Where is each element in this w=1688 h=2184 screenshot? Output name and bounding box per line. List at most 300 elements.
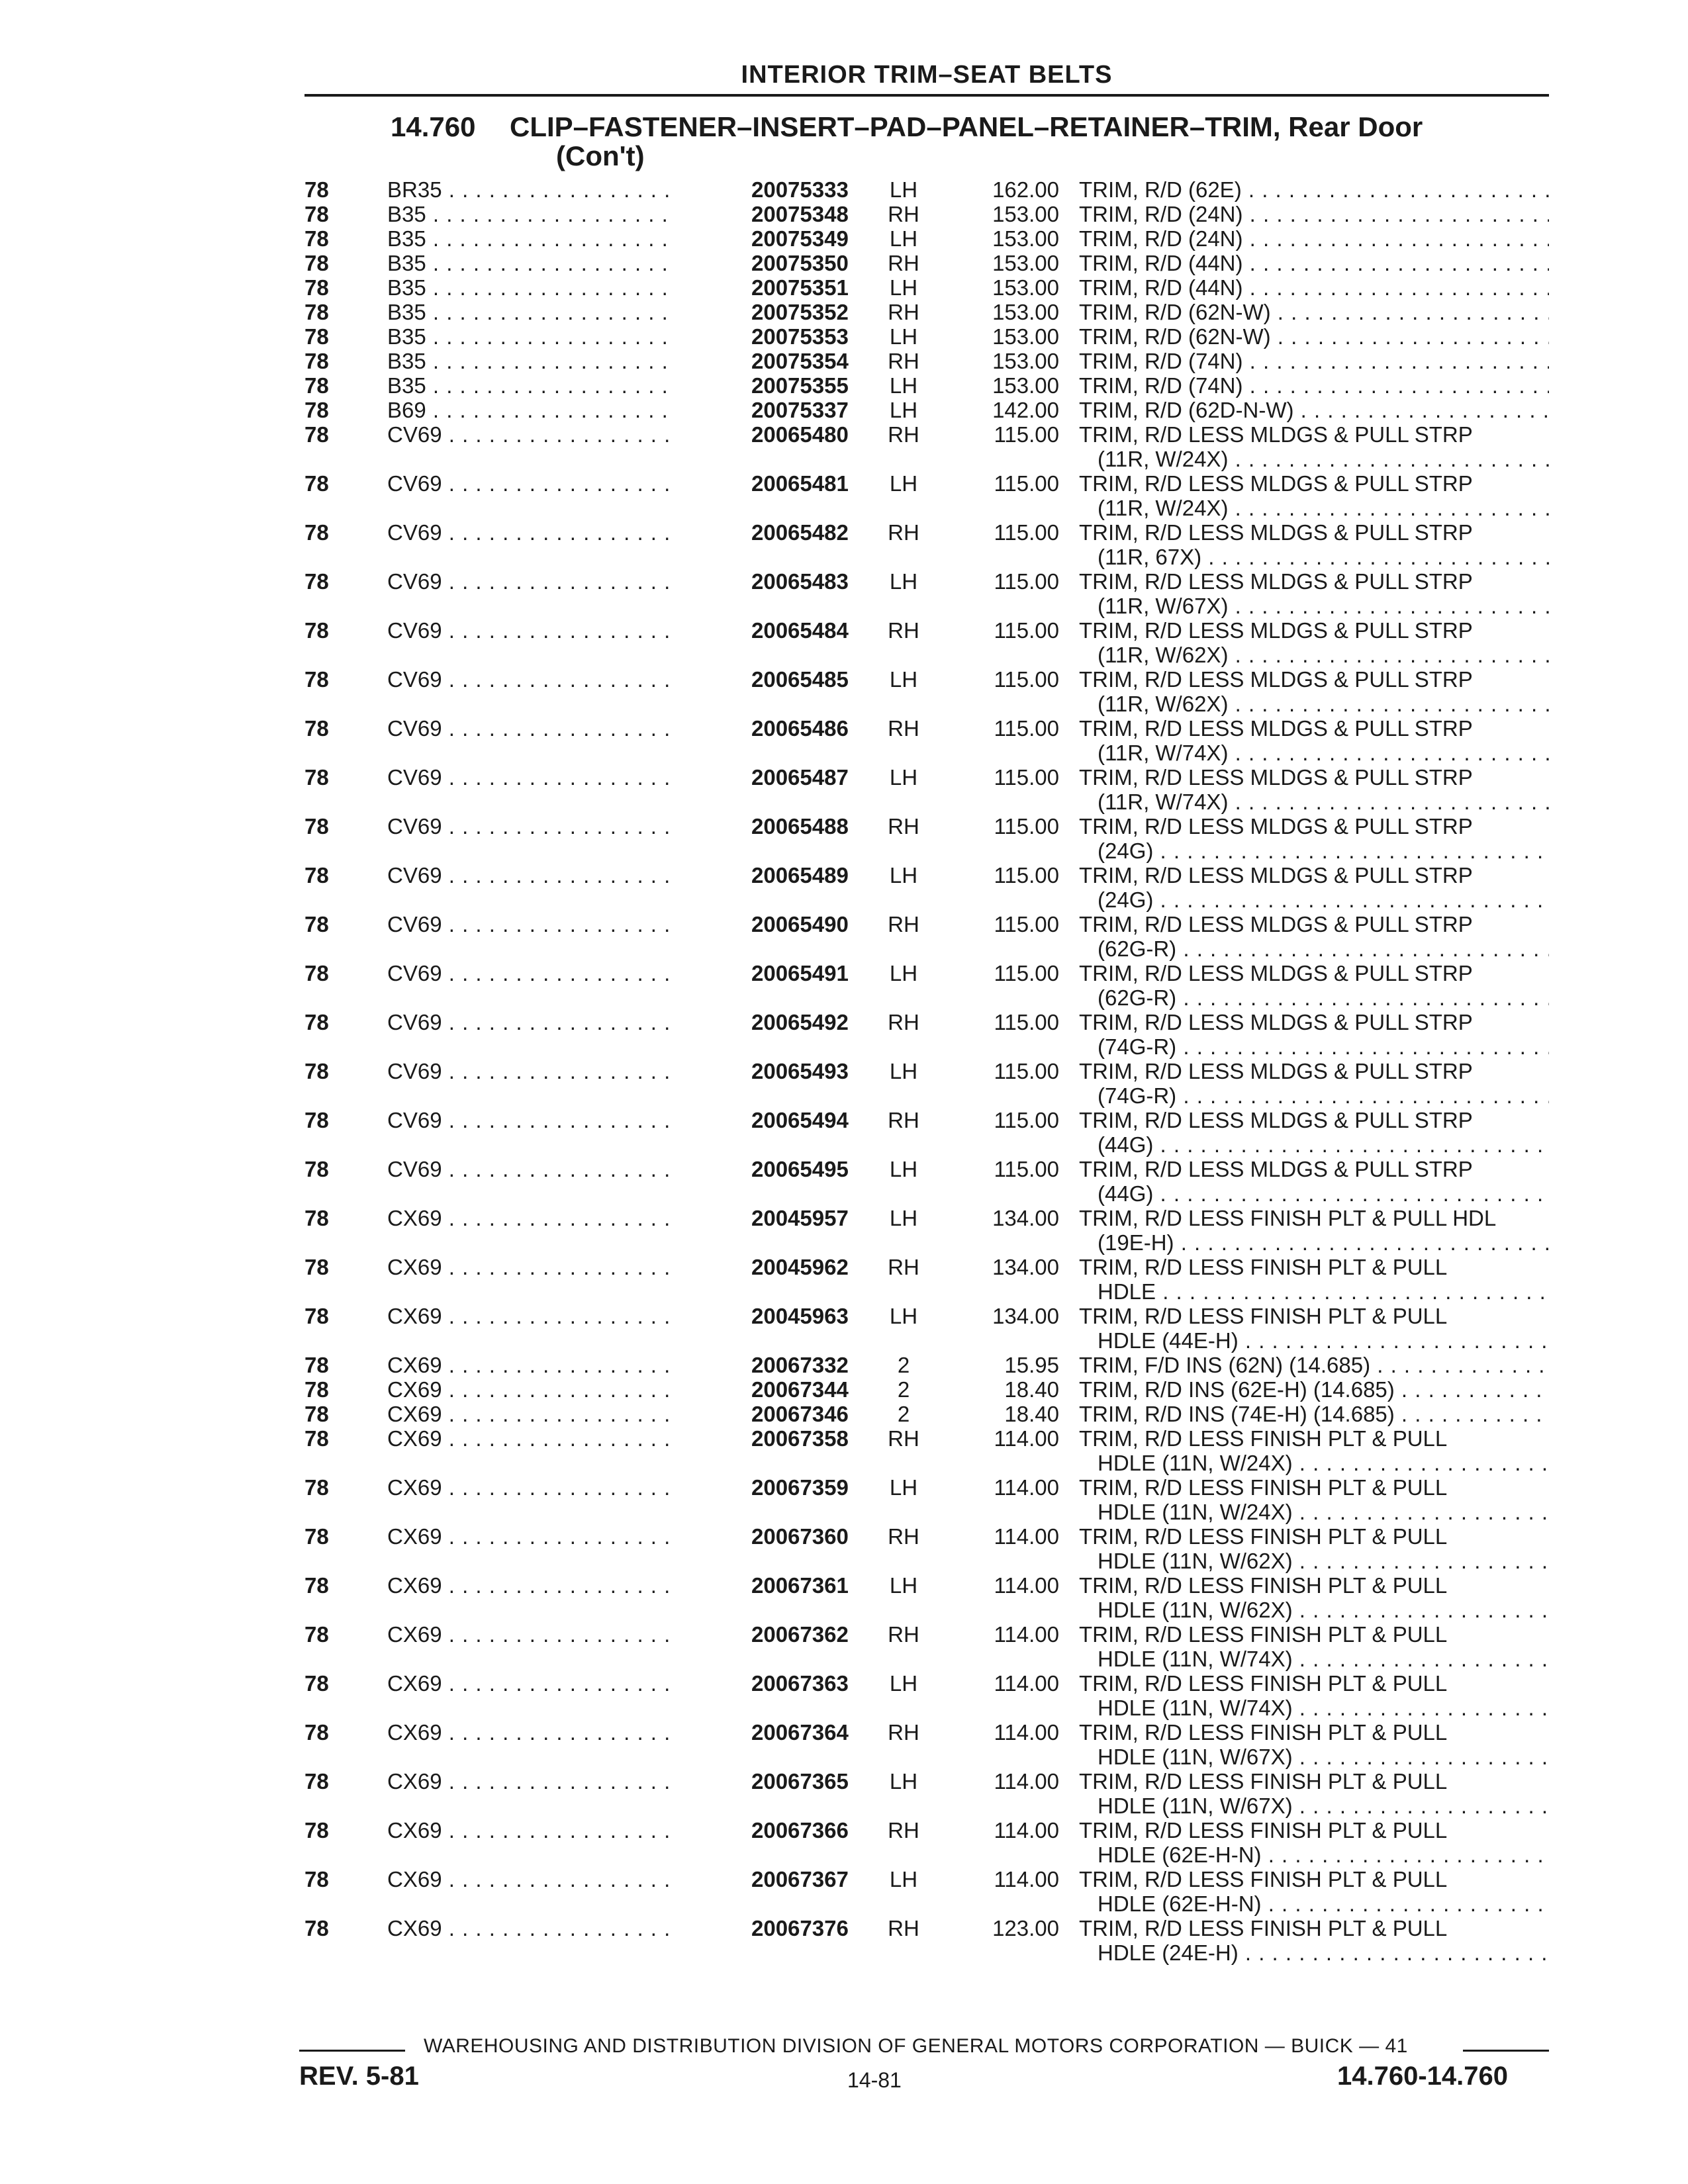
part-number: 20075352 <box>751 300 877 324</box>
description <box>1079 471 1549 520</box>
part-number: 20065495 <box>751 1157 877 1181</box>
price: 114.00 <box>994 1818 1059 1843</box>
description <box>1079 1573 1549 1622</box>
line-number: 78 <box>305 349 329 373</box>
side-quantity: RH <box>888 349 919 373</box>
description-line: (11R, W/62X) . . . <box>1079 692 1549 716</box>
part-number: 20075349 <box>751 226 877 251</box>
price: 142.00 <box>992 398 1059 422</box>
model-code: CV69 . . . <box>387 961 672 985</box>
model-code: CV69 . . . <box>387 667 672 692</box>
side-quantity: 2 <box>897 1402 910 1426</box>
description-line: TRIM, R/D LESS FINISH PLT & PULL <box>1079 1671 1448 1696</box>
table-row <box>305 1769 1549 1818</box>
price: 18.40 <box>1004 1402 1059 1426</box>
model-code: B35 . . . <box>387 226 672 251</box>
line-number: 78 <box>305 1622 329 1647</box>
part-number: 20075337 <box>751 398 877 422</box>
line-number: 78 <box>305 1255 329 1279</box>
price: 153.00 <box>992 373 1059 398</box>
line-number: 78 <box>305 1671 329 1696</box>
description <box>1079 520 1549 569</box>
side-quantity: LH <box>889 1206 918 1230</box>
line-number: 78 <box>305 1426 329 1451</box>
price: 153.00 <box>992 324 1059 349</box>
side-quantity: RH <box>888 300 919 324</box>
section-number: 14.760 <box>391 111 476 142</box>
description <box>1079 667 1549 716</box>
model-code: CX69 . . . <box>387 1818 672 1843</box>
price: 114.00 <box>994 1524 1059 1549</box>
model-code: CV69 . . . <box>387 422 672 447</box>
model-code: B35 . . . <box>387 300 672 324</box>
model-code: BR35 . . . <box>387 177 672 202</box>
part-number: 20067363 <box>751 1671 877 1696</box>
table-row <box>305 300 1549 324</box>
line-number: 78 <box>305 1720 329 1745</box>
description-line: TRIM, R/D LESS FINISH PLT & PULL <box>1079 1426 1448 1451</box>
description-line: TRIM, R/D (44N) . . . <box>1079 275 1549 300</box>
description <box>1079 349 1549 373</box>
description-line: TRIM, R/D LESS FINISH PLT & PULL <box>1079 1769 1448 1794</box>
table-row <box>305 1402 1549 1426</box>
model-code: CV69 . . . <box>387 1010 672 1034</box>
description <box>1079 1622 1549 1671</box>
description <box>1079 1157 1549 1206</box>
model-code: CX69 . . . <box>387 1622 672 1647</box>
part-number: 20065493 <box>751 1059 877 1083</box>
description-line: TRIM, R/D (74N) . . . <box>1079 373 1549 398</box>
description-line: TRIM, R/D LESS MLDGS & PULL STRP <box>1079 716 1473 741</box>
description <box>1079 1867 1549 1916</box>
line-number: 78 <box>305 569 329 594</box>
part-number: 20067344 <box>751 1377 877 1402</box>
price: 114.00 <box>994 1475 1059 1500</box>
line-number: 78 <box>305 1818 329 1843</box>
part-number: 20065491 <box>751 961 877 985</box>
description <box>1079 569 1549 618</box>
part-number: 20067332 <box>751 1353 877 1377</box>
model-code: B35 . . . <box>387 251 672 275</box>
description-line: TRIM, R/D LESS MLDGS & PULL STRP <box>1079 520 1473 545</box>
description-line: HDLE (11N, W/24X) . . . <box>1079 1500 1549 1524</box>
description <box>1079 251 1549 275</box>
side-quantity: RH <box>888 202 919 226</box>
description-line: TRIM, R/D LESS MLDGS & PULL STRP <box>1079 1059 1473 1083</box>
side-quantity: RH <box>888 422 919 447</box>
table-row <box>305 349 1549 373</box>
description <box>1079 1353 1549 1377</box>
table-row <box>305 1010 1549 1059</box>
price: 114.00 <box>994 1867 1059 1891</box>
description-line: (74G-R) . . . <box>1079 1034 1549 1059</box>
table-row <box>305 324 1549 349</box>
side-quantity: LH <box>889 667 918 692</box>
price: 114.00 <box>994 1671 1059 1696</box>
description-line: TRIM, R/D LESS FINISH PLT & PULL <box>1079 1818 1448 1843</box>
price: 115.00 <box>994 1108 1059 1132</box>
part-number: 20067360 <box>751 1524 877 1549</box>
description-line: TRIM, R/D (62N-W) . . . <box>1079 324 1549 349</box>
model-code: CV69 . . . <box>387 912 672 936</box>
description-line: TRIM, R/D (24N) . . . <box>1079 202 1549 226</box>
description <box>1079 1475 1549 1524</box>
model-code: CX69 . . . <box>387 1206 672 1230</box>
description-line: HDLE (11N, W/74X) . . . <box>1079 1696 1549 1720</box>
description-line: TRIM, R/D LESS MLDGS & PULL STRP <box>1079 618 1473 643</box>
model-code: CX69 . . . <box>387 1769 672 1794</box>
line-number: 78 <box>305 1573 329 1598</box>
description-line: HDLE . . . <box>1079 1279 1549 1304</box>
side-quantity: RH <box>888 1916 919 1940</box>
description-line: TRIM, R/D (24N) . . . <box>1079 226 1549 251</box>
description-line: TRIM, R/D LESS FINISH PLT & PULL <box>1079 1475 1448 1500</box>
table-row <box>305 1206 1549 1255</box>
price: 115.00 <box>994 422 1059 447</box>
model-code: CX69 . . . <box>387 1402 672 1426</box>
side-quantity: LH <box>889 863 918 887</box>
line-number: 78 <box>305 765 329 790</box>
part-number: 20067361 <box>751 1573 877 1598</box>
line-number: 78 <box>305 1769 329 1794</box>
table-row <box>305 667 1549 716</box>
model-code: B35 . . . <box>387 373 672 398</box>
description-line: TRIM, R/D LESS MLDGS & PULL STRP <box>1079 667 1473 692</box>
price: 134.00 <box>992 1304 1059 1328</box>
price: 134.00 <box>992 1255 1059 1279</box>
description <box>1079 1818 1549 1867</box>
price: 115.00 <box>994 1010 1059 1034</box>
description-line: TRIM, R/D LESS FINISH PLT & PULL <box>1079 1916 1448 1940</box>
part-number: 20075333 <box>751 177 877 202</box>
table-row <box>305 1720 1549 1769</box>
table-row <box>305 618 1549 667</box>
side-quantity: RH <box>888 912 919 936</box>
description-line: HDLE (44E-H) . . . <box>1079 1328 1549 1353</box>
part-number: 20067365 <box>751 1769 877 1794</box>
model-code: CV69 . . . <box>387 1059 672 1083</box>
price: 115.00 <box>994 520 1059 545</box>
part-number: 20067359 <box>751 1475 877 1500</box>
price: 114.00 <box>994 1720 1059 1745</box>
price: 115.00 <box>994 1059 1059 1083</box>
side-quantity: RH <box>888 1818 919 1843</box>
part-number: 20065485 <box>751 667 877 692</box>
description-line: (11R, W/67X) . . . <box>1079 594 1549 618</box>
side-quantity: RH <box>888 814 919 839</box>
price: 15.95 <box>1004 1353 1059 1377</box>
description <box>1079 275 1549 300</box>
description-line: HDLE (11N, W/67X) . . . <box>1079 1794 1549 1818</box>
line-number: 78 <box>305 1377 329 1402</box>
part-number: 20067366 <box>751 1818 877 1843</box>
description-line: (62G-R) . . . <box>1079 936 1549 961</box>
line-number: 78 <box>305 202 329 226</box>
part-number: 20065480 <box>751 422 877 447</box>
description <box>1079 1010 1549 1059</box>
description-line: TRIM, R/D LESS MLDGS & PULL STRP <box>1079 1157 1473 1181</box>
description-line: TRIM, R/D LESS FINISH PLT & PULL <box>1079 1720 1448 1745</box>
side-quantity: RH <box>888 716 919 741</box>
model-code: CX69 . . . <box>387 1377 672 1402</box>
price: 114.00 <box>994 1769 1059 1794</box>
description-line: (74G-R) . . . <box>1079 1083 1549 1108</box>
description-line: TRIM, R/D LESS MLDGS & PULL STRP <box>1079 765 1473 790</box>
table-row <box>305 1059 1549 1108</box>
side-quantity: LH <box>889 226 918 251</box>
part-number: 20065492 <box>751 1010 877 1034</box>
model-code: CV69 . . . <box>387 814 672 839</box>
description-line: HDLE (11N, W/62X) . . . <box>1079 1549 1549 1573</box>
description <box>1079 765 1549 814</box>
line-number: 78 <box>305 324 329 349</box>
line-number: 78 <box>305 251 329 275</box>
price: 115.00 <box>994 765 1059 790</box>
part-number: 20065484 <box>751 618 877 643</box>
table-row <box>305 912 1549 961</box>
side-quantity: RH <box>888 1108 919 1132</box>
description-line: TRIM, R/D INS (62E-H) (14.685) . . . <box>1079 1377 1549 1402</box>
table-row <box>305 1255 1549 1304</box>
description-line: (11R, W/74X) . . . <box>1079 790 1549 814</box>
part-number: 20067346 <box>751 1402 877 1426</box>
price: 115.00 <box>994 667 1059 692</box>
table-row <box>305 398 1549 422</box>
model-code: CX69 . . . <box>387 1720 672 1745</box>
line-number: 78 <box>305 422 329 447</box>
part-number: 20075355 <box>751 373 877 398</box>
section-heading <box>391 113 1549 171</box>
line-number: 78 <box>305 1059 329 1083</box>
description-line: HDLE (11N, W/67X) . . . <box>1079 1745 1549 1769</box>
description-line: TRIM, R/D LESS MLDGS & PULL STRP <box>1079 1108 1473 1132</box>
price: 115.00 <box>994 471 1059 496</box>
line-number: 78 <box>305 961 329 985</box>
side-quantity: RH <box>888 1010 919 1034</box>
description-line: TRIM, R/D LESS FINISH PLT & PULL <box>1079 1524 1448 1549</box>
line-number: 78 <box>305 1304 329 1328</box>
line-number: 78 <box>305 471 329 496</box>
price: 114.00 <box>994 1426 1059 1451</box>
table-row <box>305 1426 1549 1475</box>
table-row <box>305 1475 1549 1524</box>
table-row <box>305 1524 1549 1573</box>
description-line: TRIM, R/D LESS MLDGS & PULL STRP <box>1079 569 1473 594</box>
table-row <box>305 471 1549 520</box>
table-row <box>305 177 1549 202</box>
table-row <box>305 251 1549 275</box>
description-line: TRIM, R/D LESS MLDGS & PULL STRP <box>1079 912 1473 936</box>
model-code: B35 . . . <box>387 349 672 373</box>
part-number: 20065481 <box>751 471 877 496</box>
model-code: CX69 . . . <box>387 1475 672 1500</box>
description <box>1079 422 1549 471</box>
description-line: TRIM, R/D LESS FINISH PLT & PULL <box>1079 1304 1448 1328</box>
line-number: 78 <box>305 1010 329 1034</box>
line-number: 78 <box>305 1475 329 1500</box>
side-quantity: LH <box>889 275 918 300</box>
line-number: 78 <box>305 1916 329 1940</box>
description <box>1079 226 1549 251</box>
price: 115.00 <box>994 1157 1059 1181</box>
parts-table <box>305 177 1549 1965</box>
description-line: TRIM, R/D LESS MLDGS & PULL STRP <box>1079 1010 1473 1034</box>
description-line: (44G) . . . <box>1079 1181 1549 1206</box>
price: 115.00 <box>994 618 1059 643</box>
section-continued: (Con't) <box>556 140 645 171</box>
description-line: TRIM, R/D LESS FINISH PLT & PULL <box>1079 1867 1448 1891</box>
description <box>1079 1255 1549 1304</box>
description-line: (24G) . . . <box>1079 839 1549 863</box>
description <box>1079 398 1549 422</box>
price: 123.00 <box>992 1916 1059 1940</box>
side-quantity: LH <box>889 1671 918 1696</box>
description-line: TRIM, F/D INS (62N) (14.685) . . . <box>1079 1353 1549 1377</box>
side-quantity: LH <box>889 1867 918 1891</box>
side-quantity: LH <box>889 177 918 202</box>
description <box>1079 1402 1549 1426</box>
side-quantity: RH <box>888 1426 919 1451</box>
table-row <box>305 569 1549 618</box>
part-number: 20045963 <box>751 1304 877 1328</box>
line-number: 78 <box>305 1157 329 1181</box>
table-row <box>305 1622 1549 1671</box>
part-number: 20045962 <box>751 1255 877 1279</box>
model-code: B35 . . . <box>387 202 672 226</box>
description-line: TRIM, R/D (62D-N-W) . . . <box>1079 398 1549 422</box>
header-rule <box>305 94 1549 97</box>
side-quantity: RH <box>888 520 919 545</box>
table-row <box>305 202 1549 226</box>
model-code: B35 . . . <box>387 275 672 300</box>
table-row <box>305 422 1549 471</box>
side-quantity: LH <box>889 961 918 985</box>
table-row <box>305 863 1549 912</box>
side-quantity: LH <box>889 765 918 790</box>
price: 115.00 <box>994 863 1059 887</box>
side-quantity: RH <box>888 1524 919 1549</box>
table-row <box>305 226 1549 251</box>
part-number: 20065488 <box>751 814 877 839</box>
line-number: 78 <box>305 1402 329 1426</box>
description-line: HDLE (11N, W/62X) . . . <box>1079 1598 1549 1622</box>
line-number: 78 <box>305 520 329 545</box>
line-number: 78 <box>305 1353 329 1377</box>
model-code: CV69 . . . <box>387 1157 672 1181</box>
table-row <box>305 1108 1549 1157</box>
side-quantity: RH <box>888 251 919 275</box>
price: 153.00 <box>992 275 1059 300</box>
table-row <box>305 1916 1549 1965</box>
table-row <box>305 814 1549 863</box>
part-number: 20067358 <box>751 1426 877 1451</box>
section-title: CLIP–FASTENER–INSERT–PAD–PANEL–RETAINER–TRIM, Rear Door <box>510 111 1423 142</box>
part-number: 20065487 <box>751 765 877 790</box>
model-code: CV69 . . . <box>387 863 672 887</box>
description-line: TRIM, R/D INS (74E-H) (14.685) . . . <box>1079 1402 1549 1426</box>
description-line: HDLE (62E-H-N) . . . <box>1079 1843 1549 1867</box>
side-quantity: LH <box>889 1157 918 1181</box>
model-code: CX69 . . . <box>387 1524 672 1549</box>
description-line: TRIM, R/D (74N) . . . <box>1079 349 1549 373</box>
description <box>1079 863 1549 912</box>
description-line: TRIM, R/D LESS FINISH PLT & PULL HDL <box>1079 1206 1497 1230</box>
part-number: 20067367 <box>751 1867 877 1891</box>
table-row <box>305 1671 1549 1720</box>
model-code: CX69 . . . <box>387 1671 672 1696</box>
footer-division: WAREHOUSING AND DISTRIBUTION DIVISION OF GENERAL MOTORS CORPORATION — BUICK — 41 <box>424 2035 1408 2057</box>
side-quantity: LH <box>889 1573 918 1598</box>
description-line: (44G) . . . <box>1079 1132 1549 1157</box>
description <box>1079 1206 1549 1255</box>
model-code: B35 . . . <box>387 324 672 349</box>
description-line: TRIM, R/D LESS MLDGS & PULL STRP <box>1079 863 1473 887</box>
description <box>1079 1769 1549 1818</box>
description-line: TRIM, R/D LESS MLDGS & PULL STRP <box>1079 471 1473 496</box>
model-code: CV69 . . . <box>387 471 672 496</box>
model-code: CV69 . . . <box>387 716 672 741</box>
description-line: HDLE (11N, W/74X) . . . <box>1079 1647 1549 1671</box>
table-row <box>305 1867 1549 1916</box>
model-code: CX69 . . . <box>387 1304 672 1328</box>
description-line: (62G-R) . . . <box>1079 985 1549 1010</box>
description <box>1079 1720 1549 1769</box>
model-code: CV69 . . . <box>387 765 672 790</box>
description <box>1079 1059 1549 1108</box>
line-number: 78 <box>305 814 329 839</box>
footer-rule <box>299 2050 405 2052</box>
footer-rule <box>1463 2050 1549 2052</box>
description-line: (11R, W/74X) . . . <box>1079 741 1549 765</box>
description-line: TRIM, R/D LESS FINISH PLT & PULL <box>1079 1255 1448 1279</box>
table-row <box>305 520 1549 569</box>
part-number: 20075354 <box>751 349 877 373</box>
table-row <box>305 1304 1549 1353</box>
description-line: TRIM, R/D LESS MLDGS & PULL STRP <box>1079 422 1473 447</box>
side-quantity: RH <box>888 1622 919 1647</box>
line-number: 78 <box>305 1867 329 1891</box>
side-quantity: LH <box>889 373 918 398</box>
description <box>1079 961 1549 1010</box>
side-quantity: 2 <box>897 1353 910 1377</box>
line-number: 78 <box>305 1206 329 1230</box>
side-quantity: LH <box>889 398 918 422</box>
description-line: TRIM, R/D LESS FINISH PLT & PULL <box>1079 1622 1448 1647</box>
description-line: HDLE (11N, W/24X) . . . <box>1079 1451 1549 1475</box>
line-number: 78 <box>305 1524 329 1549</box>
description <box>1079 912 1549 961</box>
price: 153.00 <box>992 300 1059 324</box>
description <box>1079 1108 1549 1157</box>
side-quantity: LH <box>889 1475 918 1500</box>
side-quantity: LH <box>889 471 918 496</box>
price: 115.00 <box>994 814 1059 839</box>
line-number: 78 <box>305 1108 329 1132</box>
part-number: 20065486 <box>751 716 877 741</box>
description <box>1079 1304 1549 1353</box>
model-code: CX69 . . . <box>387 1255 672 1279</box>
description <box>1079 177 1549 202</box>
table-row <box>305 373 1549 398</box>
description-line: TRIM, R/D LESS MLDGS & PULL STRP <box>1079 961 1473 985</box>
description-line: HDLE (24E-H) . . . <box>1079 1940 1549 1965</box>
part-number: 20067376 <box>751 1916 877 1940</box>
model-code: CX69 . . . <box>387 1353 672 1377</box>
description <box>1079 716 1549 765</box>
price: 115.00 <box>994 912 1059 936</box>
table-row <box>305 1353 1549 1377</box>
side-quantity: RH <box>888 618 919 643</box>
